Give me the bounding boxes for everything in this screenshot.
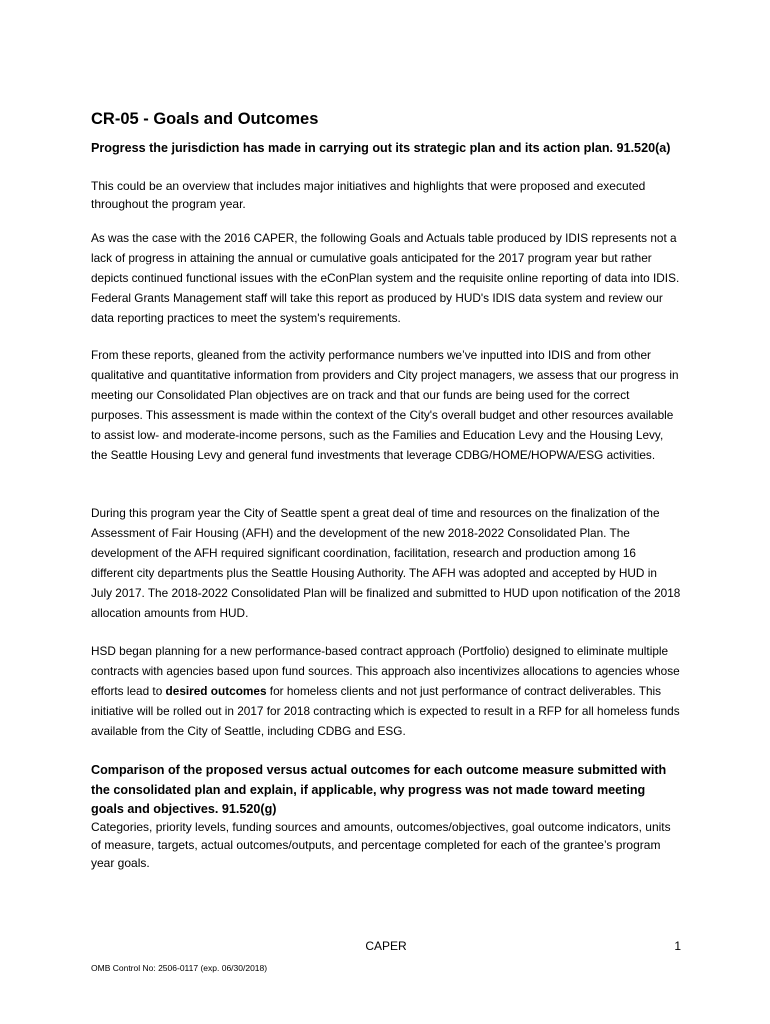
hsd-bold-phrase: desired outcomes <box>165 683 267 698</box>
comparison-intro: Categories, priority levels, funding sources and amounts, outcomes/objectives, goal outcome indicators, units of measure, targets, actual outcomes/outputs, and percentage completed for each of the grantee’s program year goals. <box>91 820 671 870</box>
footer-label: CAPER <box>365 939 407 953</box>
paragraph-idis: As was the case with the 2016 CAPER, the following Goals and Actuals table produced by IDIS represents not a lack of progress in attaining the annual or cumulative goals anticipated for the 2017 program year but rather depicts continued functional issues with the eConPlan system and the requisite online reporting of data into IDIS. Federal Grants Management staff will take this report as produced by HUD's IDIS data system and review our data reporting practices to meet the system's requirements. <box>91 231 680 325</box>
section-title: CR-05 - Goals and Outcomes <box>91 110 319 128</box>
progress-intro: This could be an overview that includes major initiatives and highlights that were proposed and executed throughout the program year. <box>91 179 646 211</box>
paragraph-assessment: From these reports, gleaned from the activity performance numbers we’ve inputted into IDIS and from other qualitative and quantitative information from providers and City project managers, we assess that our progress in meeting our Consolidated Plan objectives are on track and that our funds are being used for the correct purposes. This assessment is made within the context of the City's overall budget and other resources available to assist low- and moderate-income persons, such as the Families and Education Levy and the Housing Levy, the Seattle Housing Levy and general fund investments that leverage CDBG/HOME/HOPWA/ESG activities. <box>91 348 679 462</box>
paragraph-afh: During this program year the City of Seattle spent a great deal of time and resources on the finalization of the Assessment of Fair Housing (AFH) and the development of the new 2018-2022 Consolidated Plan. The development of the AFH required significant coordination, facilitation, research and production among 16 different city departments plus the Seattle Housing Authority. The AFH was adopted and accepted by HUD in July 2017. The 2018-2022 Consolidated Plan will be finalized and submitted to HUD upon notification of the 2018 allocation amounts from HUD. <box>91 506 681 620</box>
omb-control-number: OMB Control No: 2506-0117 (exp. 06/30/2018) <box>91 963 268 973</box>
paragraph-hsd <box>91 642 681 742</box>
page-number: 1 <box>674 939 681 953</box>
document-page <box>91 0 681 1024</box>
comparison-heading: Comparison of the proposed versus actual outcomes for each outcome measure submitted with the consolidated plan and explain, if applicable, why progress was not made toward meeting goals and objectives. 91.520(g) <box>91 763 667 816</box>
hsd-text-start: HSD began planning for a new performance-based contract approach (Portfolio) designed to eliminate multiple contracts with agencies based upon fund sources. This approach also incentivizes allocations to agencies whose efforts lead to <box>91 644 680 698</box>
hsd-text-end: for homeless clients and not just performance of contract deliverables. This initiative will be rolled out in 2017 for 2018 contracting which is expected to result in a RFP for all homeless funds available from the City of Seattle, including CDBG and ESG. <box>91 683 680 738</box>
progress-heading: Progress the jurisdiction has made in carrying out its strategic plan and its action plan. 91.520(a) <box>91 141 671 155</box>
